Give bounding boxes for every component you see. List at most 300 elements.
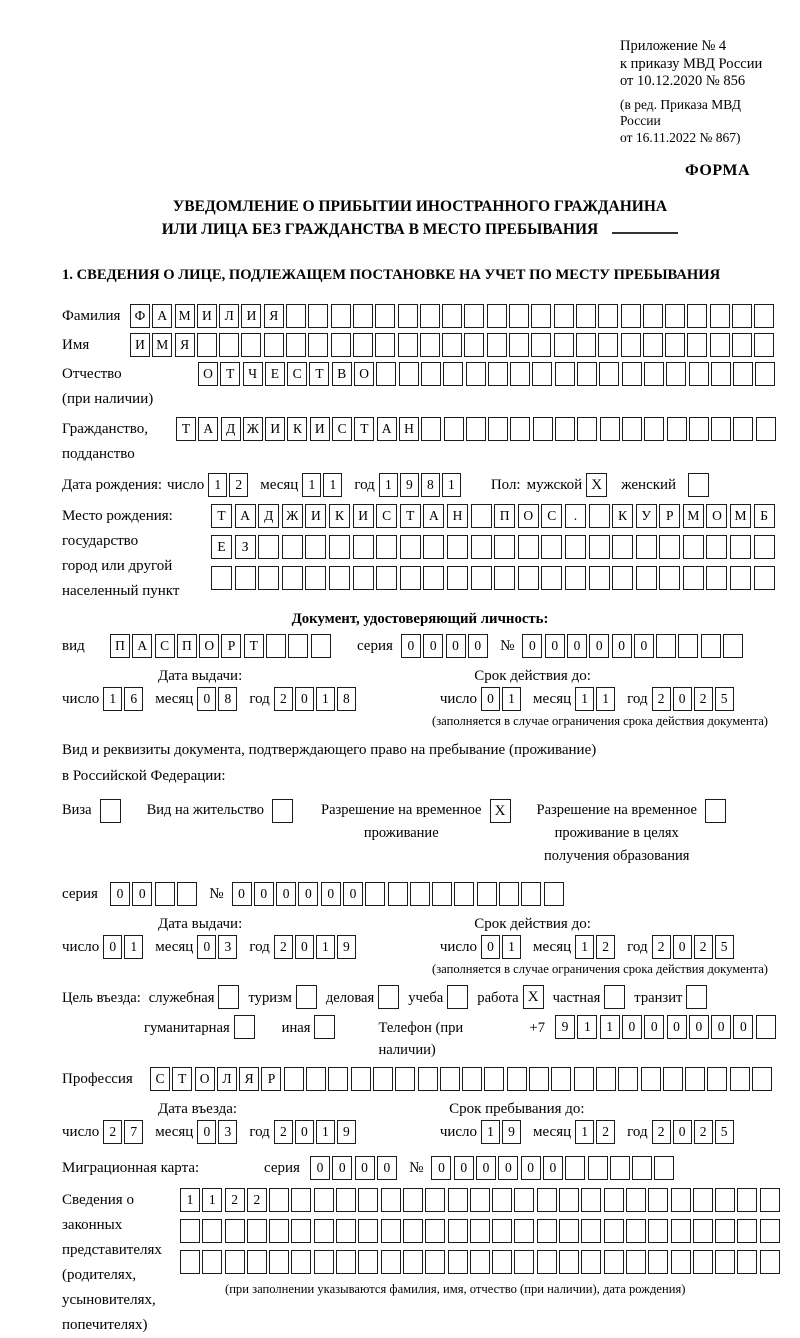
char-cell[interactable] (306, 1067, 326, 1091)
char-cell[interactable]: 0 (667, 1015, 687, 1039)
char-cell[interactable] (471, 504, 492, 528)
char-cell[interactable] (197, 333, 217, 357)
char-cell[interactable] (331, 333, 351, 357)
char-cell[interactable] (266, 634, 286, 658)
char-cell[interactable]: О (195, 1067, 215, 1091)
char-cell[interactable] (418, 1067, 438, 1091)
date-digit-cell[interactable]: 1 (316, 687, 335, 711)
char-cell[interactable] (470, 1188, 490, 1212)
char-cell[interactable]: О (198, 362, 218, 386)
char-cell[interactable] (689, 362, 709, 386)
date-digit-cell[interactable]: 0 (295, 935, 314, 959)
char-cell[interactable] (471, 566, 492, 590)
char-cell[interactable] (358, 1188, 378, 1212)
char-cell[interactable] (314, 1219, 334, 1243)
char-cell[interactable] (565, 1156, 585, 1180)
char-cell[interactable] (410, 882, 430, 906)
date-digit-cell[interactable]: 6 (124, 687, 143, 711)
char-cell[interactable]: Т (211, 504, 232, 528)
date-digit-cell[interactable]: 1 (442, 473, 461, 497)
date-digit-cell[interactable]: 3 (218, 1120, 237, 1144)
char-cell[interactable] (706, 566, 727, 590)
char-cell[interactable]: 0 (423, 634, 443, 658)
char-cell[interactable] (577, 417, 597, 441)
char-cell[interactable]: 2 (247, 1188, 267, 1212)
char-cell[interactable] (754, 566, 775, 590)
char-cell[interactable] (400, 535, 421, 559)
char-cell[interactable] (442, 304, 462, 328)
char-cell[interactable] (432, 882, 452, 906)
char-cell[interactable] (554, 333, 574, 357)
char-cell[interactable]: 0 (232, 882, 252, 906)
char-cell[interactable] (618, 1067, 638, 1091)
char-cell[interactable] (648, 1250, 668, 1274)
checkbox-visa[interactable] (100, 799, 121, 823)
char-cell[interactable] (470, 1219, 490, 1243)
char-cell[interactable] (544, 882, 564, 906)
char-cell[interactable]: П (177, 634, 197, 658)
char-cell[interactable] (462, 1067, 482, 1091)
char-cell[interactable] (420, 333, 440, 357)
char-cell[interactable] (576, 304, 596, 328)
char-cell[interactable]: Л (219, 304, 239, 328)
char-cell[interactable]: И (197, 304, 217, 328)
char-cell[interactable]: М (730, 504, 751, 528)
char-cell[interactable] (555, 362, 575, 386)
char-cell[interactable] (395, 1067, 415, 1091)
char-cell[interactable] (737, 1219, 757, 1243)
char-cell[interactable]: А (198, 417, 218, 441)
date-digit-cell[interactable]: 1 (575, 687, 594, 711)
char-cell[interactable]: И (241, 304, 261, 328)
char-cell[interactable] (710, 304, 730, 328)
char-cell[interactable] (464, 304, 484, 328)
char-cell[interactable] (685, 1067, 705, 1091)
char-cell[interactable] (328, 1067, 348, 1091)
char-cell[interactable] (598, 333, 618, 357)
char-cell[interactable] (671, 1250, 691, 1274)
char-cell[interactable] (331, 304, 351, 328)
char-cell[interactable] (425, 1250, 445, 1274)
date-digit-cell[interactable]: 2 (229, 473, 248, 497)
char-cell[interactable] (537, 1219, 557, 1243)
char-cell[interactable] (308, 333, 328, 357)
char-cell[interactable] (532, 362, 552, 386)
char-cell[interactable] (644, 362, 664, 386)
char-cell[interactable]: 0 (332, 1156, 352, 1180)
char-cell[interactable] (492, 1219, 512, 1243)
char-cell[interactable] (574, 1067, 594, 1091)
char-cell[interactable] (659, 535, 680, 559)
char-cell[interactable] (754, 535, 775, 559)
date-digit-cell[interactable]: 9 (502, 1120, 521, 1144)
date-digit-cell[interactable]: 1 (302, 473, 321, 497)
char-cell[interactable]: 0 (110, 882, 130, 906)
char-cell[interactable]: Т (309, 362, 329, 386)
char-cell[interactable] (351, 1067, 371, 1091)
char-cell[interactable] (381, 1219, 401, 1243)
char-cell[interactable]: 0 (401, 634, 421, 658)
date-digit-cell[interactable]: 1 (208, 473, 227, 497)
char-cell[interactable]: Т (172, 1067, 192, 1091)
char-cell[interactable] (336, 1250, 356, 1274)
date-digit-cell[interactable]: 2 (596, 935, 615, 959)
date-digit-cell[interactable]: 1 (379, 473, 398, 497)
char-cell[interactable] (514, 1250, 534, 1274)
char-cell[interactable] (514, 1219, 534, 1243)
char-cell[interactable] (636, 535, 657, 559)
date-digit-cell[interactable]: 2 (274, 935, 293, 959)
char-cell[interactable]: Ф (130, 304, 150, 328)
char-cell[interactable] (654, 1156, 674, 1180)
char-cell[interactable]: 0 (454, 1156, 474, 1180)
checkbox-temp-residence-education[interactable] (705, 799, 726, 823)
char-cell[interactable] (180, 1250, 200, 1274)
char-cell[interactable] (514, 1188, 534, 1212)
char-cell[interactable] (754, 304, 774, 328)
char-cell[interactable] (282, 535, 303, 559)
date-digit-cell[interactable]: 1 (502, 935, 521, 959)
char-cell[interactable]: А (132, 634, 152, 658)
char-cell[interactable] (398, 304, 418, 328)
char-cell[interactable] (663, 1067, 683, 1091)
checkbox-purpose-other[interactable] (314, 1015, 335, 1039)
char-cell[interactable] (421, 362, 441, 386)
char-cell[interactable] (219, 333, 239, 357)
char-cell[interactable]: 0 (567, 634, 587, 658)
date-digit-cell[interactable]: 1 (596, 687, 615, 711)
char-cell[interactable]: Н (447, 504, 468, 528)
date-digit-cell[interactable]: 9 (337, 1120, 356, 1144)
char-cell[interactable] (353, 566, 374, 590)
char-cell[interactable] (626, 1188, 646, 1212)
char-cell[interactable] (754, 333, 774, 357)
char-cell[interactable] (365, 882, 385, 906)
char-cell[interactable] (576, 333, 596, 357)
date-digit-cell[interactable]: 1 (323, 473, 342, 497)
char-cell[interactable] (710, 333, 730, 357)
char-cell[interactable] (665, 333, 685, 357)
date-digit-cell[interactable]: 2 (652, 687, 671, 711)
char-cell[interactable] (291, 1188, 311, 1212)
char-cell[interactable] (541, 566, 562, 590)
date-digit-cell[interactable]: 3 (218, 935, 237, 959)
char-cell[interactable] (484, 1067, 504, 1091)
char-cell[interactable] (518, 535, 539, 559)
char-cell[interactable] (678, 634, 698, 658)
char-cell[interactable] (376, 362, 396, 386)
checkbox-purpose-humanitarian[interactable] (234, 1015, 255, 1039)
char-cell[interactable]: 0 (545, 634, 565, 658)
char-cell[interactable]: Ч (243, 362, 263, 386)
char-cell[interactable] (454, 882, 474, 906)
char-cell[interactable] (305, 566, 326, 590)
char-cell[interactable]: Н (399, 417, 419, 441)
char-cell[interactable]: 0 (355, 1156, 375, 1180)
date-digit-cell[interactable]: 8 (218, 687, 237, 711)
checkbox-purpose-study[interactable] (447, 985, 468, 1009)
char-cell[interactable]: О (706, 504, 727, 528)
char-cell[interactable]: О (199, 634, 219, 658)
char-cell[interactable] (403, 1188, 423, 1212)
char-cell[interactable] (155, 882, 175, 906)
char-cell[interactable]: А (377, 417, 397, 441)
char-cell[interactable] (598, 304, 618, 328)
char-cell[interactable]: Т (354, 417, 374, 441)
char-cell[interactable] (400, 566, 421, 590)
char-cell[interactable] (551, 1067, 571, 1091)
char-cell[interactable] (589, 566, 610, 590)
char-cell[interactable]: 2 (225, 1188, 245, 1212)
checkbox-purpose-private[interactable] (604, 985, 625, 1009)
char-cell[interactable] (596, 1067, 616, 1091)
char-cell[interactable] (258, 535, 279, 559)
char-cell[interactable]: 1 (577, 1015, 597, 1039)
char-cell[interactable] (555, 417, 575, 441)
char-cell[interactable] (733, 362, 753, 386)
char-cell[interactable] (760, 1188, 780, 1212)
char-cell[interactable] (656, 634, 676, 658)
char-cell[interactable]: 0 (522, 634, 542, 658)
char-cell[interactable] (510, 362, 530, 386)
char-cell[interactable] (732, 304, 752, 328)
char-cell[interactable]: П (494, 504, 515, 528)
char-cell[interactable] (644, 417, 664, 441)
char-cell[interactable] (329, 566, 350, 590)
char-cell[interactable] (202, 1219, 222, 1243)
char-cell[interactable] (711, 362, 731, 386)
char-cell[interactable] (284, 1067, 304, 1091)
char-cell[interactable]: К (287, 417, 307, 441)
char-cell[interactable] (329, 535, 350, 559)
char-cell[interactable] (420, 304, 440, 328)
char-cell[interactable] (388, 882, 408, 906)
char-cell[interactable] (376, 566, 397, 590)
char-cell[interactable]: Т (244, 634, 264, 658)
char-cell[interactable] (241, 333, 261, 357)
char-cell[interactable] (737, 1188, 757, 1212)
char-cell[interactable] (499, 882, 519, 906)
char-cell[interactable] (531, 304, 551, 328)
char-cell[interactable] (423, 566, 444, 590)
date-digit-cell[interactable]: 9 (337, 935, 356, 959)
date-digit-cell[interactable]: 1 (502, 687, 521, 711)
char-cell[interactable] (531, 333, 551, 357)
char-cell[interactable] (665, 304, 685, 328)
char-cell[interactable] (247, 1219, 267, 1243)
char-cell[interactable]: 0 (431, 1156, 451, 1180)
date-digit-cell[interactable]: 1 (481, 1120, 500, 1144)
char-cell[interactable]: 1 (600, 1015, 620, 1039)
char-cell[interactable]: Я (175, 333, 195, 357)
char-cell[interactable] (604, 1250, 624, 1274)
char-cell[interactable] (643, 304, 663, 328)
char-cell[interactable] (541, 535, 562, 559)
char-cell[interactable]: Р (261, 1067, 281, 1091)
char-cell[interactable]: П (110, 634, 130, 658)
char-cell[interactable]: С (287, 362, 307, 386)
checkbox-sex-female[interactable] (688, 473, 709, 497)
char-cell[interactable] (737, 1250, 757, 1274)
date-digit-cell[interactable]: 0 (295, 1120, 314, 1144)
char-cell[interactable] (211, 566, 232, 590)
checkbox-purpose-work[interactable]: X (523, 985, 544, 1009)
char-cell[interactable] (621, 333, 641, 357)
char-cell[interactable] (581, 1188, 601, 1212)
char-cell[interactable] (180, 1219, 200, 1243)
char-cell[interactable] (648, 1219, 668, 1243)
char-cell[interactable]: 0 (521, 1156, 541, 1180)
char-cell[interactable] (689, 417, 709, 441)
char-cell[interactable]: М (152, 333, 172, 357)
char-cell[interactable]: И (353, 504, 374, 528)
char-cell[interactable]: С (541, 504, 562, 528)
char-cell[interactable]: 0 (711, 1015, 731, 1039)
char-cell[interactable]: . (565, 504, 586, 528)
char-cell[interactable] (288, 634, 308, 658)
char-cell[interactable] (509, 304, 529, 328)
date-digit-cell[interactable]: 2 (652, 1120, 671, 1144)
char-cell[interactable] (521, 882, 541, 906)
char-cell[interactable] (425, 1219, 445, 1243)
date-digit-cell[interactable]: 1 (316, 1120, 335, 1144)
char-cell[interactable] (305, 535, 326, 559)
char-cell[interactable]: К (329, 504, 350, 528)
date-digit-cell[interactable]: 9 (400, 473, 419, 497)
char-cell[interactable] (477, 882, 497, 906)
char-cell[interactable]: Ж (282, 504, 303, 528)
char-cell[interactable] (444, 417, 464, 441)
char-cell[interactable] (687, 333, 707, 357)
char-cell[interactable] (701, 634, 721, 658)
char-cell[interactable] (471, 535, 492, 559)
char-cell[interactable]: Т (176, 417, 196, 441)
char-cell[interactable] (375, 333, 395, 357)
char-cell[interactable] (291, 1250, 311, 1274)
char-cell[interactable]: 0 (343, 882, 363, 906)
char-cell[interactable] (291, 1219, 311, 1243)
char-cell[interactable] (599, 362, 619, 386)
char-cell[interactable]: А (152, 304, 172, 328)
char-cell[interactable]: З (235, 535, 256, 559)
char-cell[interactable]: 0 (446, 634, 466, 658)
date-digit-cell[interactable]: 1 (575, 1120, 594, 1144)
char-cell[interactable] (399, 362, 419, 386)
checkbox-purpose-transit[interactable] (686, 985, 707, 1009)
char-cell[interactable] (732, 333, 752, 357)
char-cell[interactable]: И (130, 333, 150, 357)
char-cell[interactable] (443, 362, 463, 386)
char-cell[interactable] (683, 535, 704, 559)
char-cell[interactable] (760, 1219, 780, 1243)
char-cell[interactable] (612, 566, 633, 590)
char-cell[interactable]: М (683, 504, 704, 528)
char-cell[interactable]: В (332, 362, 352, 386)
char-cell[interactable]: 0 (644, 1015, 664, 1039)
date-digit-cell[interactable]: 0 (481, 687, 500, 711)
date-digit-cell[interactable]: 5 (715, 1120, 734, 1144)
char-cell[interactable] (421, 417, 441, 441)
char-cell[interactable] (494, 535, 515, 559)
char-cell[interactable] (286, 333, 306, 357)
char-cell[interactable] (264, 333, 284, 357)
char-cell[interactable] (440, 1067, 460, 1091)
char-cell[interactable] (554, 304, 574, 328)
date-digit-cell[interactable]: 2 (274, 687, 293, 711)
char-cell[interactable] (235, 566, 256, 590)
char-cell[interactable] (687, 304, 707, 328)
date-digit-cell[interactable]: 1 (316, 935, 335, 959)
char-cell[interactable] (723, 634, 743, 658)
char-cell[interactable]: О (354, 362, 374, 386)
date-digit-cell[interactable]: 1 (124, 935, 143, 959)
char-cell[interactable] (641, 1067, 661, 1091)
char-cell[interactable]: М (175, 304, 195, 328)
char-cell[interactable] (269, 1188, 289, 1212)
char-cell[interactable]: 0 (498, 1156, 518, 1180)
char-cell[interactable] (760, 1250, 780, 1274)
char-cell[interactable] (518, 566, 539, 590)
char-cell[interactable] (636, 566, 657, 590)
char-cell[interactable] (494, 566, 515, 590)
char-cell[interactable] (487, 304, 507, 328)
char-cell[interactable] (447, 535, 468, 559)
char-cell[interactable] (258, 566, 279, 590)
char-cell[interactable]: Я (264, 304, 284, 328)
char-cell[interactable] (626, 1250, 646, 1274)
char-cell[interactable] (269, 1219, 289, 1243)
char-cell[interactable] (202, 1250, 222, 1274)
char-cell[interactable] (581, 1219, 601, 1243)
char-cell[interactable] (581, 1250, 601, 1274)
char-cell[interactable] (588, 1156, 608, 1180)
checkbox-purpose-official[interactable] (218, 985, 239, 1009)
char-cell[interactable] (398, 333, 418, 357)
char-cell[interactable] (533, 417, 553, 441)
char-cell[interactable]: Р (659, 504, 680, 528)
char-cell[interactable]: 1 (202, 1188, 222, 1212)
char-cell[interactable] (488, 362, 508, 386)
char-cell[interactable] (353, 304, 373, 328)
char-cell[interactable]: 0 (298, 882, 318, 906)
char-cell[interactable]: А (235, 504, 256, 528)
char-cell[interactable]: Д (221, 417, 241, 441)
char-cell[interactable] (659, 566, 680, 590)
char-cell[interactable] (282, 566, 303, 590)
char-cell[interactable] (308, 304, 328, 328)
char-cell[interactable] (666, 362, 686, 386)
char-cell[interactable] (589, 535, 610, 559)
char-cell[interactable] (448, 1250, 468, 1274)
char-cell[interactable] (730, 1067, 750, 1091)
char-cell[interactable]: 0 (689, 1015, 709, 1039)
char-cell[interactable]: 0 (476, 1156, 496, 1180)
char-cell[interactable] (466, 417, 486, 441)
char-cell[interactable] (269, 1250, 289, 1274)
char-cell[interactable] (492, 1188, 512, 1212)
date-digit-cell[interactable]: 1 (103, 687, 122, 711)
date-digit-cell[interactable]: 2 (694, 687, 713, 711)
char-cell[interactable] (403, 1219, 423, 1243)
date-digit-cell[interactable]: 7 (124, 1120, 143, 1144)
char-cell[interactable]: А (423, 504, 444, 528)
char-cell[interactable] (537, 1188, 557, 1212)
char-cell[interactable] (559, 1188, 579, 1212)
date-digit-cell[interactable]: 2 (103, 1120, 122, 1144)
char-cell[interactable]: 0 (321, 882, 341, 906)
char-cell[interactable] (667, 417, 687, 441)
char-cell[interactable]: Д (258, 504, 279, 528)
